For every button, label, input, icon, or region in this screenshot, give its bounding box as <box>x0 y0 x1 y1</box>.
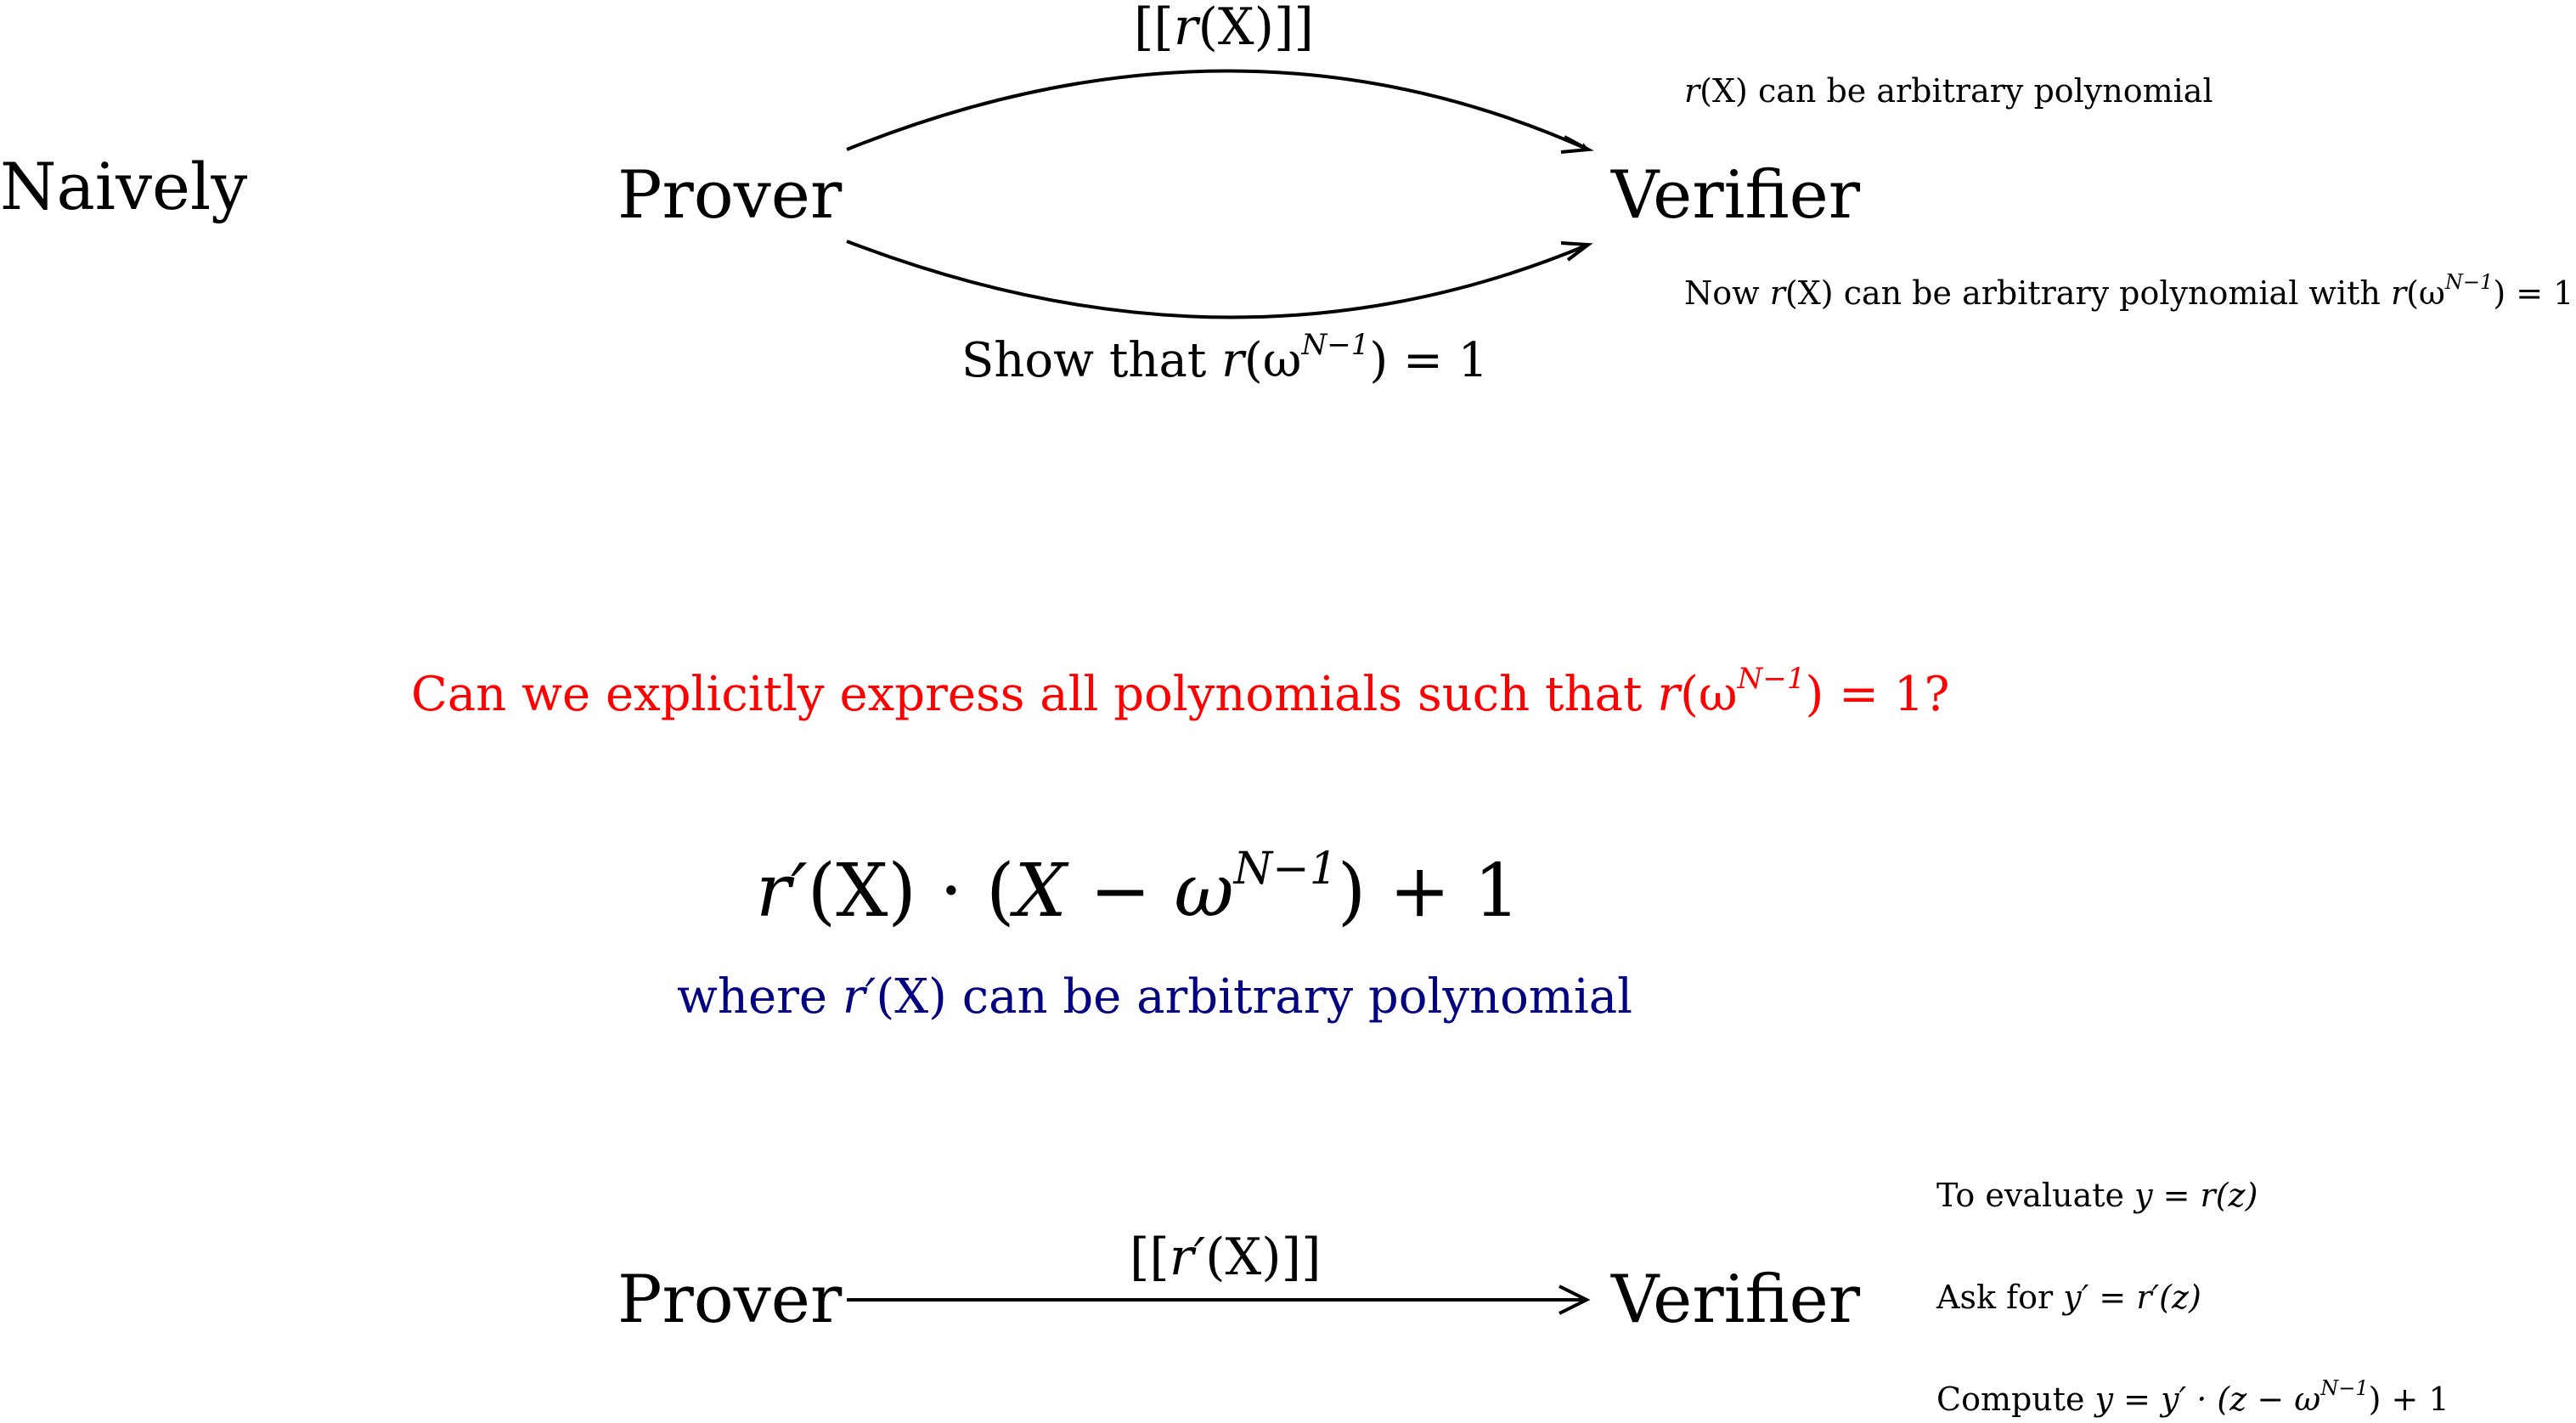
note-constrained-polynomial: Now r(X) can be arbitrary polynomial with $r(\omega^{N-1}) = 1$ <box>1684 270 2574 312</box>
naively-label: Naively <box>0 149 248 224</box>
prover-node-top: Prover <box>617 157 843 234</box>
question-text: Can we explicitly express all polynomials such that $r(\omega^{N-1}) = 1$? <box>411 662 1950 722</box>
step-evaluate: To evaluate y = r(z) <box>1936 1177 2258 1214</box>
where-line: where r′(X) can be arbitrary polynomial <box>677 969 1633 1025</box>
commitment-label-top: [[r(X)]] <box>1134 0 1314 57</box>
commit-arrow-top <box>847 71 1588 150</box>
show-arrow-bottom <box>847 241 1588 318</box>
main-formula: $r'(X) \cdot (X - \omega^{N-1}) + 1$ <box>756 844 1520 934</box>
prover-node-bottom: Prover <box>617 1262 843 1338</box>
step-compute: Compute $y = y' \cdot (z - \omega^{N-1}) + 1$ <box>1936 1376 2449 1418</box>
note-arbitrary-polynomial: r(X) can be arbitrary polynomial <box>1684 72 2213 110</box>
show-that-label: Show that $r(\omega^{N-1}) = 1$ <box>961 328 1489 388</box>
commitment-label-bottom: [[r′(X)]] <box>1130 1228 1322 1287</box>
step-ask: Ask for y′ = r′(z) <box>1936 1279 2201 1316</box>
verifier-node-bottom: Verifier <box>1611 1262 1861 1338</box>
verifier-node-top: Verifier <box>1611 157 1861 234</box>
